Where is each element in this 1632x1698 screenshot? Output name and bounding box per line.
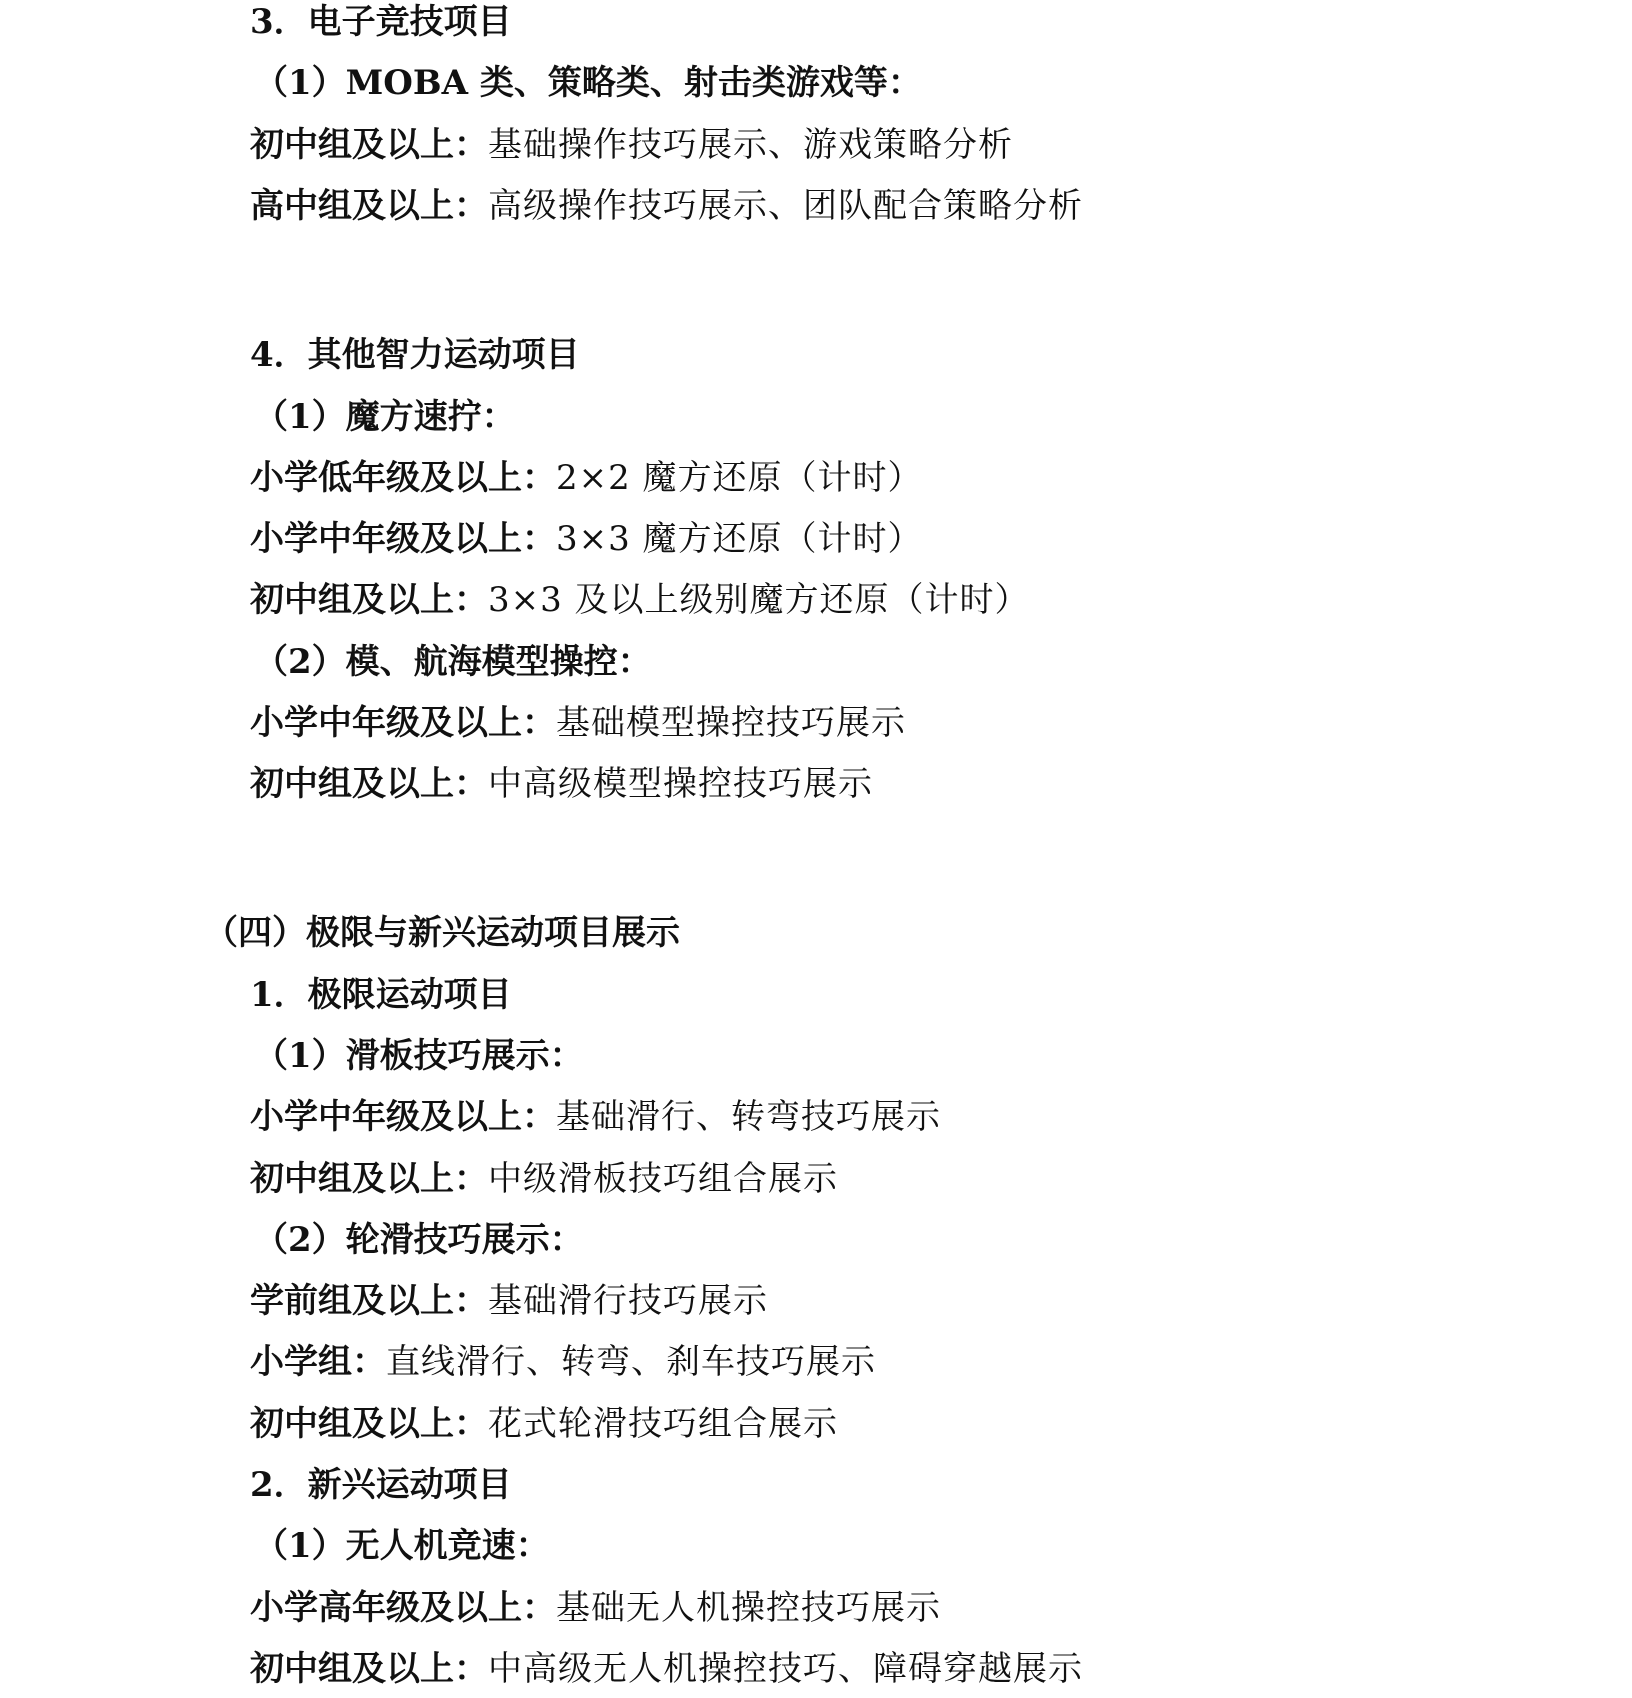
item-label: 初中组及以上： — [250, 1404, 488, 1444]
item-value: 直线滑行、转弯、刹车技巧展示 — [386, 1342, 876, 1382]
skateboard-subheading: （1）滑板技巧展示： — [254, 1036, 584, 1076]
item-value: 基础滑行技巧展示 — [488, 1281, 768, 1321]
item-label: 学前组及以上： — [250, 1281, 488, 1321]
item-value: 中高级无人机操控技巧、障碍穿越展示 — [488, 1649, 1083, 1689]
item-label: 初中组及以上： — [250, 1159, 488, 1199]
item-label: 小学组： — [250, 1342, 386, 1382]
item-value: 基础模型操控技巧展示 — [556, 703, 906, 743]
section-title: （四）极限与新兴运动项目展示 — [204, 913, 680, 953]
list-item — [250, 120, 1013, 170]
item-value: 3×3 及以上级别魔方还原（计时） — [488, 580, 1030, 620]
item-label: 小学中年级及以上： — [250, 1097, 556, 1137]
item-value: 高级操作技巧展示、团队配合策略分析 — [488, 186, 1083, 226]
list-item — [250, 181, 1083, 231]
item-value: 基础滑行、转弯技巧展示 — [556, 1097, 941, 1137]
list-item — [250, 698, 906, 748]
item-value: 中高级模型操控技巧展示 — [488, 764, 873, 804]
item-label: 小学低年级及以上： — [250, 458, 556, 498]
list-item — [250, 1276, 768, 1326]
list-item — [250, 575, 1030, 625]
mind-sports-heading: 4．其他智力运动项目 — [250, 335, 580, 375]
emerging-sports-heading: 2．新兴运动项目 — [250, 1465, 512, 1505]
list-item — [250, 1092, 941, 1142]
esports-heading: 3．电子竞技项目 — [250, 2, 512, 42]
list-item — [250, 759, 873, 809]
item-label: 初中组及以上： — [250, 1649, 488, 1689]
rollerskate-subheading: （2）轮滑技巧展示： — [254, 1220, 584, 1260]
list-item — [250, 514, 923, 564]
list-item — [250, 1399, 838, 1449]
list-item — [250, 1644, 1083, 1694]
cube-subheading: （1）魔方速拧： — [254, 397, 516, 437]
extreme-sports-heading: 1．极限运动项目 — [250, 975, 512, 1015]
item-label: 初中组及以上： — [250, 125, 488, 165]
item-label: 高中组及以上： — [250, 186, 488, 226]
item-label: 小学中年级及以上： — [250, 703, 556, 743]
item-label: 小学高年级及以上： — [250, 1588, 556, 1628]
item-label: 初中组及以上： — [250, 580, 488, 620]
item-label: 小学中年级及以上： — [250, 519, 556, 559]
item-value: 花式轮滑技巧组合展示 — [488, 1404, 838, 1444]
item-value: 基础操作技巧展示、游戏策略分析 — [488, 125, 1013, 165]
list-item — [250, 1583, 941, 1633]
item-value: 3×3 魔方还原（计时） — [556, 519, 923, 559]
list-item — [250, 1337, 876, 1387]
item-value: 2×2 魔方还原（计时） — [556, 458, 923, 498]
list-item — [250, 453, 923, 503]
moba-subheading: （1）MOBA 类、策略类、射击类游戏等： — [254, 63, 922, 103]
item-value: 中级滑板技巧组合展示 — [488, 1159, 838, 1199]
list-item — [250, 1154, 838, 1204]
model-subheading: （2）模、航海模型操控： — [254, 642, 652, 682]
item-value: 基础无人机操控技巧展示 — [556, 1588, 941, 1628]
drone-subheading: （1）无人机竞速： — [254, 1526, 550, 1566]
item-label: 初中组及以上： — [250, 764, 488, 804]
